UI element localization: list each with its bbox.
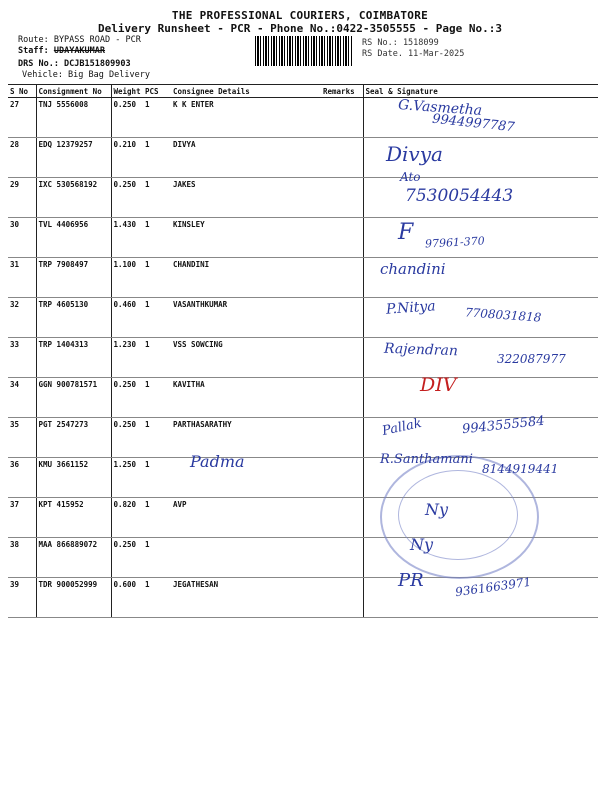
vehicle-info: Vehicle: Big Bag Delivery (22, 70, 150, 80)
route-info: Route: BYPASS ROAD - PCR (18, 35, 141, 45)
table-header-row (8, 85, 598, 98)
signature-30-phone: 97961-370 (424, 234, 486, 251)
cell-consignment: GGN 900781571 (36, 378, 111, 418)
signature-28: Divya (386, 142, 443, 166)
cell-remarks (321, 258, 363, 298)
rs-number: RS No.: 1518099 (362, 38, 439, 48)
cell-weight: 1.430 (111, 218, 143, 258)
col-consignment: Consignment No (36, 85, 111, 98)
cell-weight: 1.100 (111, 258, 143, 298)
cell-remarks (321, 498, 363, 538)
signature-29-phone: 7530054443 (405, 186, 514, 206)
cell-weight: 0.250 (111, 538, 143, 578)
signature-32-name: P.Nitya (385, 298, 437, 318)
cell-sno: 39 (8, 578, 36, 618)
cell-consignment: EDQ 12379257 (36, 138, 111, 178)
table-row (8, 138, 598, 178)
signature-27-name: G.Vasmetha (397, 97, 483, 119)
cell-consignee (171, 538, 321, 578)
cell-remarks (321, 538, 363, 578)
cell-pcs: 1 (143, 378, 171, 418)
cell-consignment: TRP 1404313 (36, 338, 111, 378)
signature-35-phone: 9943555584 (461, 413, 546, 438)
cell-pcs: 1 (143, 258, 171, 298)
company-title: THE PROFESSIONAL COURIERS, COIMBATORE (171, 9, 429, 22)
cell-sno: 35 (8, 418, 36, 458)
cell-remarks (321, 458, 363, 498)
signature-32-phone: 7708031818 (464, 305, 542, 325)
cell-sno: 36 (8, 458, 36, 498)
cell-consignee: KINSLEY (171, 218, 321, 258)
cell-remarks (321, 178, 363, 218)
cell-sno: 37 (8, 498, 36, 538)
cell-consignee: VSS SOWCING (171, 338, 321, 378)
cell-pcs: 1 (143, 578, 171, 618)
cell-consignment: TRP 4605130 (36, 298, 111, 338)
cell-sno: 27 (8, 98, 36, 138)
cell-weight: 0.250 (111, 98, 143, 138)
cell-weight: 1.230 (111, 338, 143, 378)
cell-pcs: 1 (143, 98, 171, 138)
cell-pcs: 1 (143, 298, 171, 338)
cell-pcs: 1 (143, 178, 171, 218)
cell-weight: 0.820 (111, 498, 143, 538)
runsheet-subtitle: Delivery Runsheet - PCR - Phone No.:0422-3505555 - Page No.:3 (98, 22, 502, 35)
cell-consignment: TVL 4406956 (36, 218, 111, 258)
col-consignee: Consignee Details (171, 85, 321, 98)
cell-consignment: KPT 415952 (36, 498, 111, 538)
signature-36-name: R.Santhamani (380, 452, 473, 467)
staff-info (18, 46, 105, 56)
col-sno: S No (8, 85, 36, 98)
cell-consignee: DIVYA (171, 138, 321, 178)
cell-consignment: IXC 530568192 (36, 178, 111, 218)
signature-38: Ny (410, 535, 434, 554)
cell-pcs: 1 (143, 138, 171, 178)
cell-sno: 32 (8, 298, 36, 338)
cell-consignee: VASANTHKUMAR (171, 298, 321, 338)
rs-date: RS Date. 11-Mar-2025 (362, 49, 465, 59)
drs-info: DRS No.: DCJB151809903 (18, 59, 131, 69)
cell-weight: 0.600 (111, 578, 143, 618)
cell-weight: 0.250 (111, 378, 143, 418)
cell-pcs: 1 (143, 418, 171, 458)
table-row (8, 218, 598, 258)
cell-weight: 0.250 (111, 418, 143, 458)
cell-consignee: PARTHASARATHY (171, 418, 321, 458)
cell-consignment: TNJ 5556008 (36, 98, 111, 138)
signature-39-phone: 9361663971 (454, 574, 532, 600)
cell-sno: 30 (8, 218, 36, 258)
signature-34: DIV (420, 374, 457, 396)
signature-33-name: Rajendran (383, 340, 459, 360)
col-signature: Seal & Signature (363, 85, 598, 98)
signature-27-phone: 9944997787 (431, 111, 516, 136)
cell-pcs: 1 (143, 498, 171, 538)
cell-consignee: KAVITHA (171, 378, 321, 418)
signature-29-name: Ato (400, 170, 421, 184)
cell-weight: 0.460 (111, 298, 143, 338)
cell-consignment: TRP 7908497 (36, 258, 111, 298)
cell-consignee: AVP (171, 498, 321, 538)
cell-sno: 33 (8, 338, 36, 378)
cell-weight: 0.210 (111, 138, 143, 178)
signature-37: Ny (425, 500, 449, 519)
cell-consignment: MAA 866889072 (36, 538, 111, 578)
cell-pcs: 1 (143, 458, 171, 498)
cell-remarks (321, 378, 363, 418)
cell-consignee: CHANDINI (171, 258, 321, 298)
cell-sno: 31 (8, 258, 36, 298)
signature-35-name: Pallak (380, 416, 423, 439)
cell-remarks (321, 138, 363, 178)
signature-30-mark: F (398, 220, 414, 245)
cell-consignee: K K ENTER (171, 98, 321, 138)
cell-remarks (321, 218, 363, 258)
col-pcs: PCS (143, 85, 171, 98)
cell-sno: 29 (8, 178, 36, 218)
cell-weight: 1.250 (111, 458, 143, 498)
cell-consignment: TDR 900052999 (36, 578, 111, 618)
signature-31: chandini (380, 260, 446, 278)
cell-remarks (321, 98, 363, 138)
cell-remarks (321, 418, 363, 458)
col-weight: Weight (111, 85, 143, 98)
table-row (8, 258, 598, 298)
cell-remarks (321, 338, 363, 378)
barcode-image (255, 36, 353, 66)
cell-remarks (321, 578, 363, 618)
cell-pcs: 1 (143, 338, 171, 378)
cell-sno: 34 (8, 378, 36, 418)
table-row (8, 378, 598, 418)
staff-name: UDAYAKUMAR (53, 46, 106, 56)
cell-pcs: 1 (143, 538, 171, 578)
cell-consignee: JEGATHESAN (171, 578, 321, 618)
signature-33-phone: 322087977 (497, 352, 566, 366)
cell-signature (363, 378, 598, 418)
signature-39-name: PR (398, 570, 424, 591)
cell-sno: 28 (8, 138, 36, 178)
cell-pcs: 1 (143, 218, 171, 258)
col-remarks: Remarks (321, 85, 363, 98)
cell-sno: 38 (8, 538, 36, 578)
handwritten-consignee-36: Padma (190, 452, 245, 471)
staff-label: Staff: (18, 46, 49, 56)
cell-weight: 0.250 (111, 178, 143, 218)
cell-remarks (321, 298, 363, 338)
signature-36-phone: 8144919441 (482, 462, 559, 476)
cell-consignment: KMU 3661152 (36, 458, 111, 498)
cell-consignment: PGT 2547273 (36, 418, 111, 458)
cell-consignee: JAKES (171, 178, 321, 218)
